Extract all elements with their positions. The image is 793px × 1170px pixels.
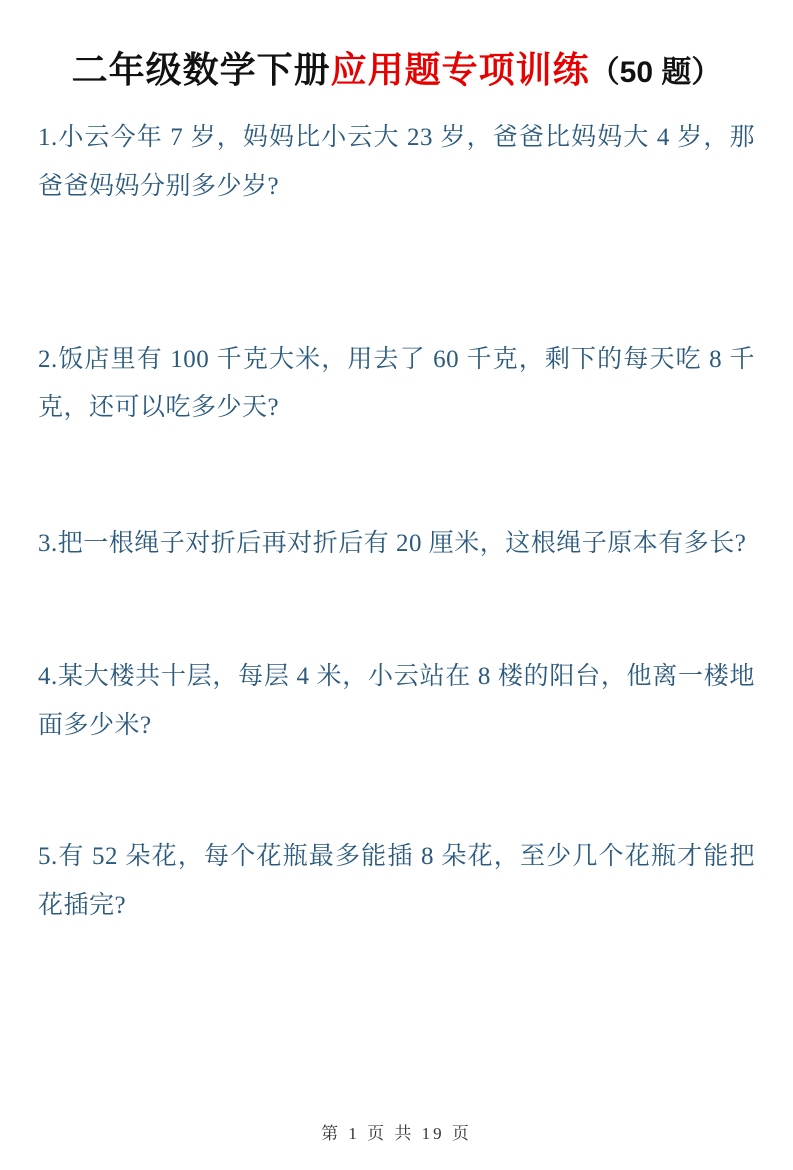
question-item-2 [38, 336, 755, 434]
question-item-5 [38, 833, 755, 931]
title-red-part: 应用题专项训练 [330, 49, 590, 90]
question-number: 3. [38, 530, 58, 557]
title-black-part: 二年级数学下册 [71, 49, 331, 90]
question-item-3 [38, 520, 755, 569]
question-text: 某大楼共十层，每层 4 米，小云站在 8 楼的阳台，他离一楼地面多少米? [38, 662, 755, 739]
question-text: 小云今年 7 岁，妈妈比小云大 23 岁，爸爸比妈妈大 4 岁，那爸爸妈妈分别多少岁? [38, 124, 755, 200]
title-question-count: （50 题） [589, 56, 722, 89]
question-number: 4. [38, 662, 58, 690]
question-text: 把一根绳子对折后再对折后有 20 厘米，这根绳子原本有多长? [57, 530, 747, 557]
question-number: 5. [38, 843, 58, 871]
question-number: 2. [38, 345, 58, 373]
question-number: 1. [38, 124, 58, 151]
question-item-1 [38, 114, 755, 212]
question-item-4 [38, 653, 755, 751]
question-text: 有 52 朵花，每个花瓶最多能插 8 朵花，至少几个花瓶才能把花插完? [38, 843, 755, 919]
page-title [38, 48, 755, 95]
page-footer [0, 1119, 793, 1144]
page-number: 第 1 页 共 19 页 [321, 1124, 472, 1143]
worksheet-page [0, 48, 793, 1170]
question-text: 饭店里有 100 千克大米，用去了 60 千克，剩下的每天吃 8 千克，还可以吃多少天? [38, 345, 755, 422]
